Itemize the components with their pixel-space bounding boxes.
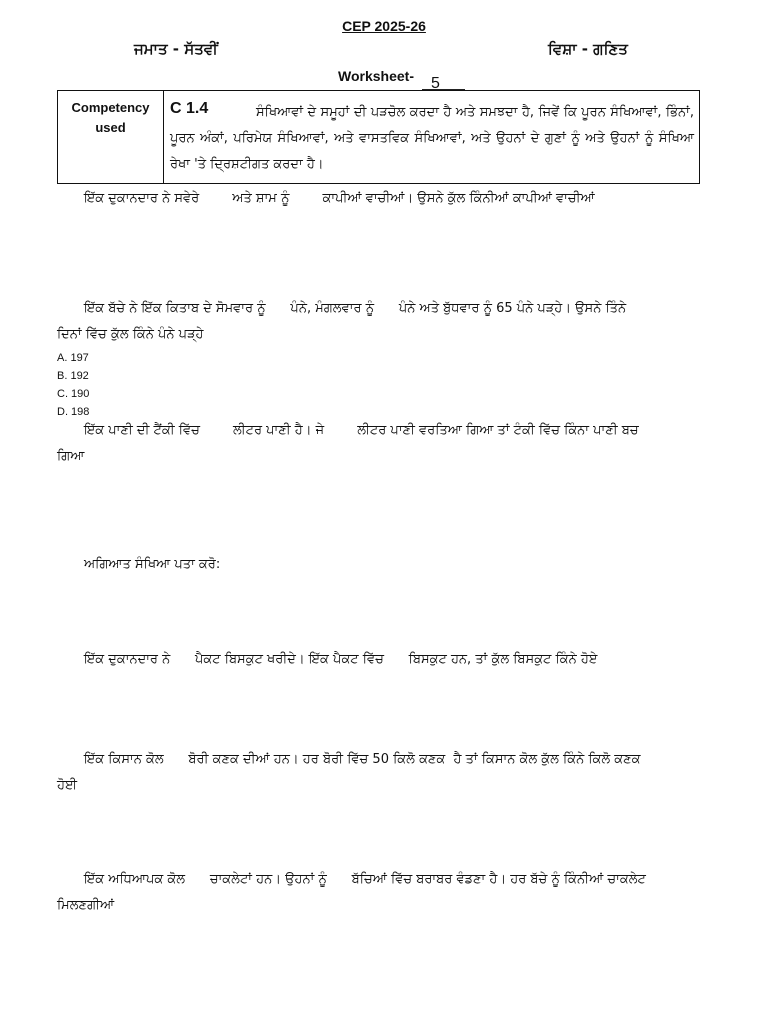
question-7-line-2: ਮਿਲਣਗੀਆਂ xyxy=(57,898,115,913)
document-code: CEP 2025-26 xyxy=(342,18,426,34)
question-5: ਇੱਕ ਦੁਕਾਨਦਾਰ ਨੇ ਪੈਕਟ ਬਿਸਕੁਟ ਖਰੀਦੇ। ਇੱਕ ਪੈਕਟ ਵਿੱਚ ਬਿਸਕੁਟ ਹਨ, ਤਾਂ ਕੁੱਲ ਬਿਸਕੁਟ ਕਿੰਨੇ ਹੋਏ xyxy=(84,652,598,667)
option-c: C. 190 xyxy=(57,388,90,400)
question-2-line-1: ਇੱਕ ਬੱਚੇ ਨੇ ਇੱਕ ਕਿਤਾਬ ਦੇ ਸੋਮਵਾਰ ਨੂੰ ਪੰਨੇ, ਮੰਗਲਵਾਰ ਨੂੰ ਪੰਨੇ ਅਤੇ ਬੁੱਧਵਾਰ ਨੂੰ 65 ਪੰਨੇ ਪੜ੍ਹੇ। ਉਸਨੇ ਤਿੰਨੇ xyxy=(84,301,627,316)
competency-code: C 1.4 xyxy=(170,100,209,117)
option-a: A. 197 xyxy=(57,352,89,364)
section-heading: ਅਗਿਆਤ ਸੰਖਿਆ ਪਤਾ ਕਰੋ: xyxy=(84,557,221,572)
option-b: B. 192 xyxy=(57,370,89,382)
competency-table-divider xyxy=(163,90,164,184)
question-7-line-1: ਇੱਕ ਅਧਿਆਪਕ ਕੋਲ ਚਾਕਲੇਟਾਂ ਹਨ। ਉਹਨਾਂ ਨੂੰ ਬੱਚਿਆਂ ਵਿੱਚ ਬਰਾਬਰ ਵੰਡਣਾ ਹੈ। ਹਰ ਬੱਚੇ ਨੂੰ ਕਿੰਨੀਆਂ ਚਾਕਲੇਟ xyxy=(84,872,646,887)
competency-description: ਸੰਖਿਆਵਾਂ ਦੇ ਸਮੂਹਾਂ ਦੀ ਪੜਚੋਲ ਕਰਦਾ ਹੈ ਅਤੇ ਸਮਝਦਾ ਹੈ, ਜਿਵੇਂ ਕਿ ਪੂਰਨ ਸੰਖਿਆਵਾਂ, ਭਿੰਨਾਂ, ਪੂਰਨ ਅੰਕਾਂ, ਪਰਿਮੇਯ ਸੰਖਿਆਵਾਂ, ਅਤੇ ਵਾਸਤਵਿਕ ਸੰਖਿਆਵਾਂ, ਅਤੇ ਉਹਨਾਂ ਦੇ ਗੁਣਾਂ ਨੂੰ ਅਤੇ ਉਹਨਾਂ ਨੂੰ ਸੰਖਿਆ ਰੇਖਾ 'ਤੇ ਦ੍ਰਿਸ਼ਟੀਗਤ ਕਰਦਾ ਹੈ। xyxy=(170,105,694,172)
subject-label: ਵਿਸ਼ਾ - ਗਣਿਤ xyxy=(548,40,628,58)
question-1: ਇੱਕ ਦੁਕਾਨਦਾਰ ਨੇ ਸਵੇਰੇ ਅਤੇ ਸ਼ਾਮ ਨੂੰ ਕਾਪੀਆਂ ਵਾਚੀਆਂ। ਉਸਨੇ ਕੁੱਲ ਕਿੰਨੀਆਂ ਕਾਪੀਆਂ ਵਾਚੀਆਂ xyxy=(84,191,595,206)
question-3-line-1: ਇੱਕ ਪਾਣੀ ਦੀ ਟੈਂਕੀ ਵਿੱਚ ਲੀਟਰ ਪਾਣੀ ਹੈ। ਜੇ ਲੀਟਰ ਪਾਣੀ ਵਰਤਿਆ ਗਿਆ ਤਾਂ ਟੰਕੀ ਵਿੱਚ ਕਿੰਨਾ ਪਾਣੀ ਬਚ xyxy=(84,423,639,438)
question-6-line-2: ਹੋਈ xyxy=(57,778,78,793)
question-6-line-1: ਇੱਕ ਕਿਸਾਨ ਕੋਲ ਬੋਰੀ ਕਣਕ ਦੀਆਂ ਹਨ। ਹਰ ਬੋਰੀ ਵਿੱਚ 50 ਕਿਲੋ ਕਣਕ ਹੈ ਤਾਂ ਕਿਸਾਨ ਕੋਲ ਕੁੱਲ ਕਿੰਨੇ ਕਿਲੋ ਕਣਕ xyxy=(84,752,641,767)
worksheet-label: Worksheet- xyxy=(338,68,414,84)
question-3-line-2: ਗਿਆ xyxy=(57,449,85,464)
question-2-line-2: ਦਿਨਾਂ ਵਿੱਚ ਕੁੱਲ ਕਿੰਨੇ ਪੰਨੇ ਪੜ੍ਹੇ xyxy=(57,327,204,342)
option-d: D. 198 xyxy=(57,406,90,418)
class-label: ਜਮਾਤ - ਸੱਤਵੀਂ xyxy=(134,40,218,58)
worksheet-number: 5 xyxy=(431,75,440,92)
competency-label: Competency used xyxy=(71,100,150,135)
